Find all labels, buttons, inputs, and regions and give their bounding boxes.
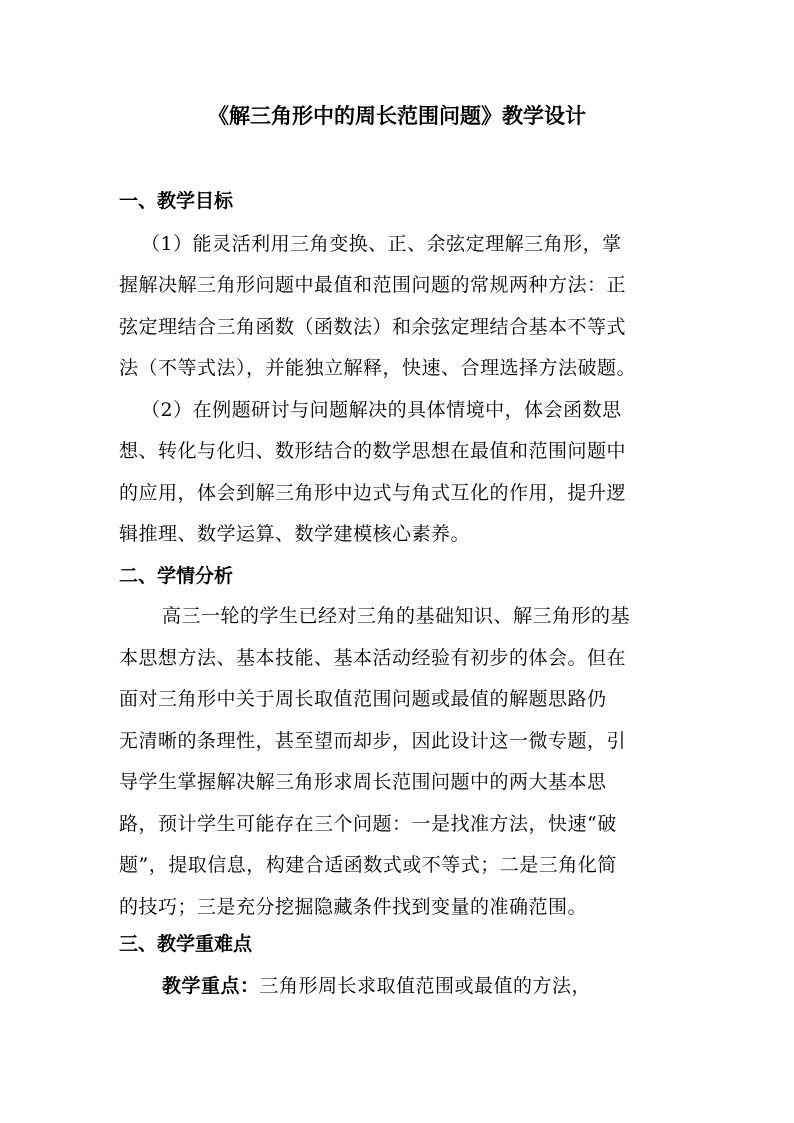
paragraph-line: 的应用，体会到解三角形中边式与角式互化的作用，提升逻 — [119, 482, 627, 504]
paragraph-line: 辑推理、数学运算、数学建模核心素养。 — [119, 523, 471, 545]
paragraph-line: 高三一轮的学生已经对三角的基础知识、解三角形的基 — [162, 605, 631, 627]
paragraph-line: 路，预计学生可能存在三个问题：一是找准方法，快速“破 — [119, 813, 617, 835]
paragraph-line: 导学生掌握解决解三角形求周长范围问题中的两大基本思 — [119, 771, 607, 793]
key-point-label: 教学重点： — [162, 975, 260, 997]
document-title: 《解三角形中的周长范围问题》教学设计 — [208, 103, 586, 128]
paragraph-line: 握解决解三角形问题中最值和范围问题的常规两种方法：正 — [119, 274, 627, 296]
paragraph-line: 本思想方法、基本技能、基本活动经验有初步的体会。但在 — [119, 647, 627, 669]
paragraph-line: 弦定理结合三角函数（函数法）和余弦定理结合基本不等式 — [119, 316, 627, 338]
paragraph-line: 想、转化与化归、数形结合的数学思想在最值和范围问题中 — [119, 440, 627, 462]
section-heading-key-difficulties: 三、教学重难点 — [119, 933, 253, 955]
key-point-line — [162, 971, 591, 1001]
paragraph-line: （1）能灵活利用三角变换、正、余弦定理解三角形，掌 — [141, 233, 622, 255]
section-heading-student-analysis: 二、学情分析 — [119, 565, 234, 587]
paragraph-line: 面对三角形中关于周长取值范围问题或最值的解题思路仍 — [119, 688, 607, 710]
paragraph-line: 题”，提取信息，构建合适函数式或不等式；二是三角化简 — [119, 854, 617, 876]
paragraph-line: 法（不等式法），并能独立解释，快速、合理选择方法破题。 — [119, 357, 637, 379]
paragraph-line: 的技巧；三是充分挖掘隐藏条件找到变量的准确范围。 — [119, 896, 588, 918]
section-heading-teaching-goals: 一、教学目标 — [119, 190, 234, 212]
paragraph-line: 无清晰的条理性，甚至望而却步，因此设计这一微专题，引 — [119, 730, 627, 752]
paragraph-line: （2）在例题研讨与问题解决的具体情境中，体会函数思 — [141, 399, 622, 421]
key-point-text: 三角形周长求取值范围或最值的方法， — [259, 975, 592, 997]
